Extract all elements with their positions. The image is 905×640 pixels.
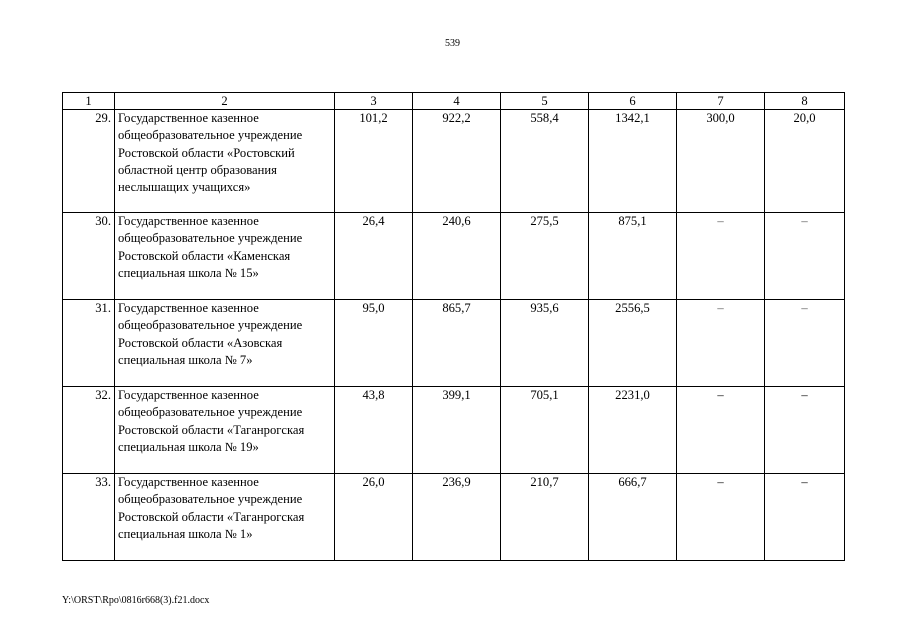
- table-row: [63, 387, 845, 474]
- value-col-7: –: [677, 474, 765, 561]
- institution-name: Государственное казенное общеобразовательное учреждение Ростовской области «Таганрогская специальная школа № 1»: [115, 474, 335, 561]
- value-col-6: 2556,5: [589, 300, 677, 387]
- column-header-3: 3: [335, 93, 413, 110]
- budget-table: [62, 92, 845, 561]
- column-header-6: 6: [589, 93, 677, 110]
- value-col-8: 20,0: [765, 110, 845, 213]
- column-header-2: 2: [115, 93, 335, 110]
- value-col-3: 26,4: [335, 213, 413, 300]
- table-row: [63, 213, 845, 300]
- value-col-6: 875,1: [589, 213, 677, 300]
- value-col-5: 935,6: [501, 300, 589, 387]
- value-col-5: 558,4: [501, 110, 589, 213]
- value-col-8: –: [765, 213, 845, 300]
- row-number: 32.: [63, 387, 115, 474]
- institution-name: Государственное казенное общеобразовательное учреждение Ростовской области «Ростовский областной центр образования неслышащих учащихся»: [115, 110, 335, 213]
- value-col-4: 922,2: [413, 110, 501, 213]
- header-row: [63, 93, 845, 110]
- value-col-5: 210,7: [501, 474, 589, 561]
- table-row: [63, 300, 845, 387]
- column-header-8: 8: [765, 93, 845, 110]
- page-number: 539: [445, 38, 460, 49]
- value-col-4: 240,6: [413, 213, 501, 300]
- value-col-5: 275,5: [501, 213, 589, 300]
- column-header-5: 5: [501, 93, 589, 110]
- value-col-4: 865,7: [413, 300, 501, 387]
- table-row: [63, 474, 845, 561]
- value-col-3: 43,8: [335, 387, 413, 474]
- value-col-6: 666,7: [589, 474, 677, 561]
- value-col-8: –: [765, 300, 845, 387]
- institution-name: Государственное казенное общеобразовательное учреждение Ростовской области «Таганрогская специальная школа № 19»: [115, 387, 335, 474]
- value-col-4: 399,1: [413, 387, 501, 474]
- value-col-3: 95,0: [335, 300, 413, 387]
- value-col-7: –: [677, 213, 765, 300]
- file-path-footer: Y:\ORST\Rpo\0816r668(3).f21.docx: [62, 595, 210, 606]
- value-col-5: 705,1: [501, 387, 589, 474]
- value-col-3: 101,2: [335, 110, 413, 213]
- column-header-4: 4: [413, 93, 501, 110]
- value-col-7: –: [677, 300, 765, 387]
- column-header-7: 7: [677, 93, 765, 110]
- value-col-8: –: [765, 474, 845, 561]
- column-header-1: 1: [63, 93, 115, 110]
- table-row: [63, 110, 845, 213]
- value-col-4: 236,9: [413, 474, 501, 561]
- row-number: 31.: [63, 300, 115, 387]
- institution-name: Государственное казенное общеобразовательное учреждение Ростовской области «Каменская специальная школа № 15»: [115, 213, 335, 300]
- value-col-3: 26,0: [335, 474, 413, 561]
- row-number: 29.: [63, 110, 115, 213]
- value-col-6: 1342,1: [589, 110, 677, 213]
- institution-name: Государственное казенное общеобразовательное учреждение Ростовской области «Азовская специальная школа № 7»: [115, 300, 335, 387]
- value-col-8: –: [765, 387, 845, 474]
- value-col-7: –: [677, 387, 765, 474]
- row-number: 33.: [63, 474, 115, 561]
- value-col-7: 300,0: [677, 110, 765, 213]
- row-number: 30.: [63, 213, 115, 300]
- value-col-6: 2231,0: [589, 387, 677, 474]
